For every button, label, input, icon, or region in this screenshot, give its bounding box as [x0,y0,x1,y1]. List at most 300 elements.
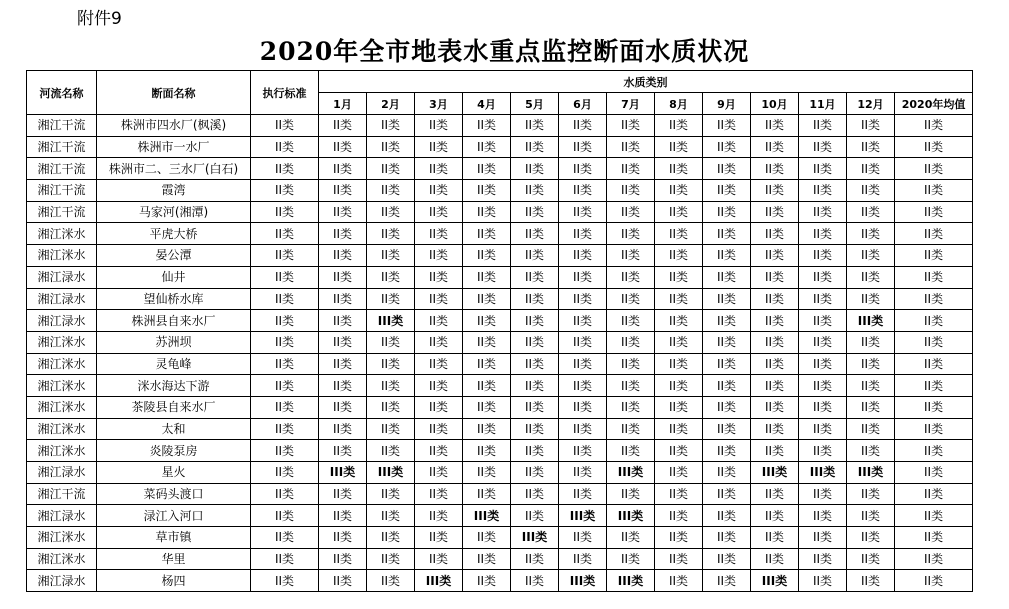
standard-cell: II类 [251,180,319,202]
table-row [27,440,973,462]
quality-cell: II类 [607,201,655,223]
quality-cell: II类 [895,505,973,527]
standard-cell: II类 [251,462,319,484]
quality-cell: II类 [703,570,751,592]
quality-cell: II类 [655,396,703,418]
quality-cell: II类 [463,201,511,223]
quality-cell: II类 [799,548,847,570]
month-header: 8月 [655,93,703,115]
standard-cell: II类 [251,331,319,353]
quality-cell: II类 [751,201,799,223]
quality-cell: II类 [751,288,799,310]
month-header: 3月 [415,93,463,115]
quality-cell: II类 [511,310,559,332]
quality-cell: II类 [895,331,973,353]
table-row [27,396,973,418]
quality-cell: II类 [655,266,703,288]
quality-cell: II类 [703,136,751,158]
quality-cell: II类 [799,288,847,310]
quality-cell: II类 [895,266,973,288]
river-cell: 湘江渌水 [27,288,97,310]
section-cell: 仙井 [97,266,251,288]
quality-cell: III类 [367,462,415,484]
month-header: 1月 [319,93,367,115]
quality-cell: III类 [463,505,511,527]
quality-cell: II类 [751,245,799,267]
river-cell: 湘江洣水 [27,245,97,267]
section-cell: 杨四 [97,570,251,592]
quality-cell: II类 [655,115,703,137]
river-cell: 湘江渌水 [27,570,97,592]
river-cell: 湘江干流 [27,115,97,137]
quality-cell: II类 [559,548,607,570]
quality-cell: II类 [559,310,607,332]
quality-cell: II类 [607,115,655,137]
quality-cell: II类 [895,310,973,332]
table-row [27,201,973,223]
quality-cell: II类 [703,505,751,527]
quality-cell: II类 [655,158,703,180]
quality-cell: II类 [751,548,799,570]
quality-cell: II类 [367,353,415,375]
quality-cell: III类 [607,505,655,527]
table-row [27,115,973,137]
quality-cell: II类 [319,115,367,137]
quality-cell: II类 [319,505,367,527]
quality-cell: II类 [559,115,607,137]
quality-cell: II类 [799,158,847,180]
quality-cell: II类 [751,158,799,180]
quality-cell: III类 [367,310,415,332]
section-cell: 草市镇 [97,527,251,549]
river-cell: 湘江洣水 [27,396,97,418]
quality-cell: II类 [799,331,847,353]
quality-cell: II类 [511,375,559,397]
quality-cell: II类 [895,245,973,267]
quality-cell: II类 [559,180,607,202]
quality-cell: II类 [511,570,559,592]
river-cell: 湘江洣水 [27,223,97,245]
quality-cell: II类 [559,483,607,505]
quality-cell: II类 [511,158,559,180]
quality-cell: II类 [655,180,703,202]
month-header: 6月 [559,93,607,115]
quality-cell: II类 [319,266,367,288]
standard-cell: II类 [251,375,319,397]
quality-cell: II类 [703,115,751,137]
quality-cell: II类 [511,505,559,527]
quality-cell: II类 [847,136,895,158]
quality-cell: II类 [463,331,511,353]
quality-cell: II类 [655,288,703,310]
quality-cell: II类 [463,570,511,592]
quality-cell: II类 [895,136,973,158]
quality-cell: II类 [607,158,655,180]
quality-cell: II类 [607,440,655,462]
quality-cell: II类 [415,201,463,223]
quality-cell: II类 [319,548,367,570]
table-row [27,158,973,180]
quality-cell: II类 [847,375,895,397]
quality-cell: II类 [895,201,973,223]
quality-cell: II类 [799,505,847,527]
page-title: 2020年全市地表水重点监控断面水质状况 [259,37,750,66]
quality-group-header: 水质类别 [319,71,973,93]
quality-cell: II类 [559,136,607,158]
quality-cell: III类 [607,570,655,592]
quality-cell: II类 [751,375,799,397]
quality-cell: II类 [559,201,607,223]
quality-cell: II类 [319,527,367,549]
quality-cell: II类 [751,331,799,353]
table-row [27,223,973,245]
river-cell: 湘江洣水 [27,353,97,375]
quality-cell: II类 [751,483,799,505]
quality-cell: II类 [367,418,415,440]
table-row [27,353,973,375]
quality-cell: II类 [415,288,463,310]
section-cell: 望仙桥水库 [97,288,251,310]
quality-cell: II类 [463,115,511,137]
quality-cell: II类 [511,201,559,223]
river-cell: 湘江洣水 [27,440,97,462]
table-row [27,136,973,158]
river-cell: 湘江渌水 [27,462,97,484]
table-body [27,115,973,592]
month-header: 2020年均值 [895,93,973,115]
table-row [27,375,973,397]
quality-cell: II类 [319,136,367,158]
quality-cell: II类 [751,418,799,440]
quality-cell: II类 [415,266,463,288]
quality-cell: II类 [703,418,751,440]
quality-cell: II类 [799,396,847,418]
quality-cell: II类 [751,505,799,527]
section-cell: 霞湾 [97,180,251,202]
quality-cell: II类 [607,266,655,288]
quality-cell: II类 [895,570,973,592]
standard-cell: II类 [251,396,319,418]
quality-cell: II类 [415,180,463,202]
quality-cell: II类 [367,527,415,549]
quality-cell: II类 [559,375,607,397]
quality-cell: II类 [607,331,655,353]
quality-cell: II类 [799,115,847,137]
month-header: 10月 [751,93,799,115]
quality-cell: II类 [703,548,751,570]
quality-cell: II类 [559,462,607,484]
section-cell: 炎陵泵房 [97,440,251,462]
standard-cell: II类 [251,483,319,505]
standard-cell: II类 [251,223,319,245]
quality-cell: II类 [607,136,655,158]
quality-cell: II类 [703,266,751,288]
section-cell: 星火 [97,462,251,484]
quality-cell: II类 [655,570,703,592]
quality-cell: II类 [847,288,895,310]
quality-cell: II类 [367,115,415,137]
quality-cell: II类 [703,288,751,310]
quality-cell: II类 [799,310,847,332]
quality-cell: II类 [895,223,973,245]
quality-cell: II类 [415,527,463,549]
quality-cell: II类 [703,310,751,332]
quality-cell: II类 [607,180,655,202]
quality-cell: II类 [463,266,511,288]
quality-cell: II类 [847,527,895,549]
quality-cell: II类 [799,418,847,440]
table-row [27,483,973,505]
quality-cell: III类 [511,527,559,549]
standard-cell: II类 [251,158,319,180]
table-row [27,310,973,332]
table-header [27,71,973,115]
quality-cell: II类 [655,505,703,527]
quality-cell: II类 [367,136,415,158]
quality-cell: II类 [367,223,415,245]
quality-cell: II类 [607,223,655,245]
quality-cell: II类 [463,223,511,245]
quality-cell: II类 [511,396,559,418]
section-cell: 株洲市二、三水厂(白石) [97,158,251,180]
quality-cell: II类 [511,483,559,505]
quality-cell: II类 [847,201,895,223]
quality-cell: II类 [463,310,511,332]
quality-cell: II类 [607,483,655,505]
river-cell: 湘江干流 [27,180,97,202]
quality-cell: II类 [799,527,847,549]
quality-cell: II类 [703,462,751,484]
quality-cell: II类 [895,548,973,570]
quality-cell: II类 [415,440,463,462]
quality-cell: II类 [895,418,973,440]
quality-cell: II类 [703,527,751,549]
month-header: 9月 [703,93,751,115]
quality-cell: II类 [367,505,415,527]
quality-cell: II类 [847,223,895,245]
quality-cell: II类 [703,483,751,505]
table-row [27,331,973,353]
table-row [27,462,973,484]
quality-cell: II类 [463,396,511,418]
quality-cell: II类 [655,223,703,245]
standard-cell: II类 [251,245,319,267]
water-quality-table [26,70,973,592]
quality-cell: II类 [463,158,511,180]
quality-cell: II类 [511,136,559,158]
quality-cell: II类 [847,353,895,375]
river-cell: 湘江渌水 [27,310,97,332]
quality-cell: II类 [751,266,799,288]
quality-cell: II类 [895,375,973,397]
quality-cell: II类 [703,375,751,397]
quality-cell: II类 [607,353,655,375]
section-cell: 华里 [97,548,251,570]
quality-cell: III类 [559,505,607,527]
quality-cell: II类 [895,353,973,375]
quality-cell: III类 [415,570,463,592]
quality-cell: II类 [607,245,655,267]
quality-cell: II类 [847,158,895,180]
quality-cell: II类 [415,115,463,137]
quality-cell: II类 [511,440,559,462]
quality-cell: II类 [463,245,511,267]
quality-cell: II类 [847,115,895,137]
river-cell: 湘江洣水 [27,548,97,570]
quality-cell: II类 [559,288,607,310]
section-cell: 洣水海达下游 [97,375,251,397]
quality-cell: II类 [703,331,751,353]
quality-cell: II类 [799,483,847,505]
table-row [27,288,973,310]
table-row [27,245,973,267]
quality-cell: II类 [559,266,607,288]
quality-cell: II类 [799,440,847,462]
quality-cell: II类 [463,375,511,397]
quality-cell: II类 [559,527,607,549]
quality-cell: II类 [319,375,367,397]
standard-cell: II类 [251,201,319,223]
month-header: 12月 [847,93,895,115]
quality-cell: II类 [847,505,895,527]
quality-cell: II类 [703,440,751,462]
quality-cell: II类 [319,223,367,245]
standard-cell: II类 [251,570,319,592]
section-cell: 马家河(湘潭) [97,201,251,223]
table-row [27,527,973,549]
section-cell: 茶陵县自来水厂 [97,396,251,418]
river-cell: 湘江干流 [27,136,97,158]
quality-cell: II类 [607,375,655,397]
quality-cell: II类 [319,201,367,223]
table-row [27,548,973,570]
quality-cell: II类 [319,570,367,592]
quality-cell: II类 [415,223,463,245]
quality-cell: II类 [799,570,847,592]
quality-cell: II类 [511,223,559,245]
standard-cell: II类 [251,548,319,570]
quality-cell: II类 [463,527,511,549]
quality-cell: II类 [895,527,973,549]
section-cell: 株洲县自来水厂 [97,310,251,332]
quality-cell: II类 [895,462,973,484]
table-row [27,570,973,592]
quality-cell: II类 [895,180,973,202]
section-cell: 菜码头渡口 [97,483,251,505]
quality-cell: III类 [799,462,847,484]
quality-cell: II类 [703,245,751,267]
section-cell: 苏洲坝 [97,331,251,353]
quality-cell: II类 [895,396,973,418]
quality-cell: II类 [703,180,751,202]
quality-cell: II类 [415,505,463,527]
quality-cell: II类 [463,288,511,310]
quality-cell: II类 [559,223,607,245]
quality-cell: II类 [511,288,559,310]
standard-cell: II类 [251,527,319,549]
section-cell: 平虎大桥 [97,223,251,245]
quality-cell: II类 [319,483,367,505]
quality-cell: II类 [463,180,511,202]
quality-cell: II类 [559,331,607,353]
month-header: 5月 [511,93,559,115]
standard-cell: II类 [251,440,319,462]
quality-cell: II类 [751,223,799,245]
quality-cell: II类 [511,115,559,137]
standard-header: 执行标准 [251,71,319,115]
section-cell: 太和 [97,418,251,440]
quality-cell: II类 [511,462,559,484]
quality-cell: II类 [847,548,895,570]
quality-cell: II类 [751,353,799,375]
quality-cell: II类 [559,353,607,375]
quality-cell: II类 [703,223,751,245]
quality-cell: II类 [463,136,511,158]
river-cell: 湘江洣水 [27,527,97,549]
quality-cell: II类 [799,180,847,202]
quality-cell: II类 [415,462,463,484]
quality-cell: II类 [655,375,703,397]
quality-cell: II类 [751,136,799,158]
standard-cell: II类 [251,418,319,440]
quality-cell: II类 [847,266,895,288]
table-row [27,180,973,202]
quality-cell: II类 [319,158,367,180]
quality-cell: II类 [367,570,415,592]
section-cell: 渌江入河口 [97,505,251,527]
month-header: 4月 [463,93,511,115]
river-cell: 湘江干流 [27,201,97,223]
river-cell: 湘江干流 [27,158,97,180]
standard-cell: II类 [251,505,319,527]
quality-cell: II类 [607,418,655,440]
quality-cell: II类 [751,527,799,549]
quality-cell: II类 [751,396,799,418]
river-cell: 湘江干流 [27,483,97,505]
quality-cell: II类 [415,353,463,375]
quality-cell: II类 [367,158,415,180]
quality-cell: II类 [319,180,367,202]
quality-cell: II类 [367,483,415,505]
quality-cell: II类 [559,396,607,418]
quality-cell: II类 [415,310,463,332]
quality-cell: II类 [511,331,559,353]
river-cell: 湘江渌水 [27,266,97,288]
quality-cell: II类 [703,353,751,375]
table-row [27,266,973,288]
quality-cell: II类 [319,310,367,332]
quality-cell: II类 [607,310,655,332]
section-cell: 株洲市一水厂 [97,136,251,158]
quality-cell: II类 [655,331,703,353]
quality-cell: II类 [559,158,607,180]
quality-cell: III类 [751,462,799,484]
quality-cell: II类 [799,266,847,288]
quality-cell: III类 [559,570,607,592]
quality-cell: II类 [799,201,847,223]
quality-cell: II类 [559,418,607,440]
quality-cell: II类 [415,331,463,353]
quality-cell: II类 [511,266,559,288]
quality-cell: II类 [847,418,895,440]
quality-cell: II类 [319,288,367,310]
quality-cell: II类 [319,396,367,418]
month-header: 7月 [607,93,655,115]
quality-cell: III类 [847,462,895,484]
quality-cell: II类 [607,396,655,418]
quality-cell: III类 [847,310,895,332]
quality-cell: II类 [415,548,463,570]
